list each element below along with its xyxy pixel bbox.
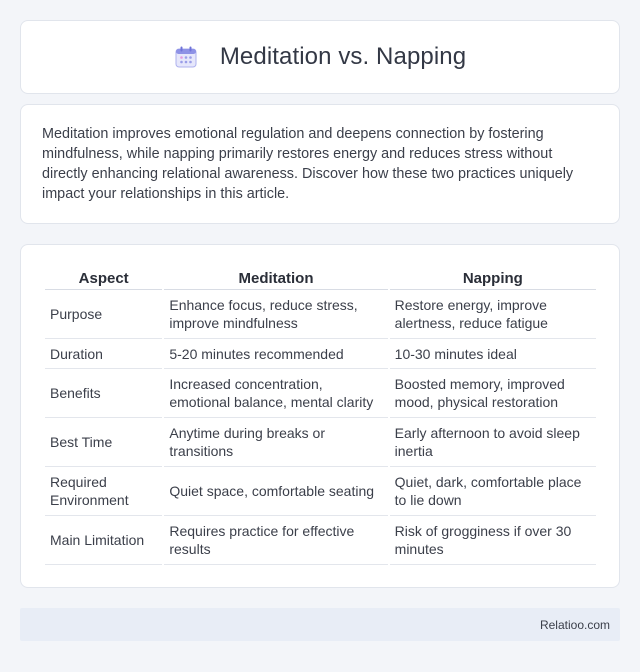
title-card <box>20 20 620 94</box>
row-aspect: Main Limitation <box>45 516 162 565</box>
table-row <box>45 290 596 339</box>
table-row <box>45 516 596 565</box>
footer <box>20 608 620 641</box>
page-title: Meditation vs. Napping <box>219 43 467 70</box>
footer-brand: Relatioo.com <box>539 618 610 632</box>
table-row <box>45 467 596 516</box>
row-aspect: Benefits <box>45 369 162 418</box>
intro-card <box>20 104 620 224</box>
table-row <box>45 369 596 418</box>
calendar-icon <box>174 45 198 69</box>
title-wrap <box>174 43 466 71</box>
row-aspect: Duration <box>45 339 162 369</box>
row-aspect: Best Time <box>45 418 162 467</box>
row-meditation: Increased concentration, emotional balance, mental clarity <box>164 369 387 418</box>
comparison-table <box>43 263 598 565</box>
row-napping: Risk of grogginess if over 30 minutes <box>390 516 596 565</box>
row-aspect: Required Environment <box>45 467 162 516</box>
row-napping: 10-30 minutes ideal <box>390 339 596 369</box>
row-meditation: Quiet space, comfortable seating <box>164 467 387 516</box>
row-meditation: Requires practice for effective results <box>164 516 387 565</box>
row-aspect: Purpose <box>45 290 162 339</box>
row-meditation: Enhance focus, reduce stress, improve mindfulness <box>164 290 387 339</box>
row-napping: Quiet, dark, comfortable place to lie down <box>390 467 596 516</box>
table-row <box>45 418 596 467</box>
row-meditation: 5-20 minutes recommended <box>164 339 387 369</box>
row-meditation: Anytime during breaks or transitions <box>164 418 387 467</box>
column-header-napping: Napping <box>390 263 596 290</box>
table-header-row <box>45 263 596 290</box>
row-napping: Boosted memory, improved mood, physical restoration <box>390 369 596 418</box>
column-header-aspect: Aspect <box>45 263 162 290</box>
column-header-meditation: Meditation <box>164 263 387 290</box>
table-row <box>45 339 596 369</box>
row-napping: Early afternoon to avoid sleep inertia <box>390 418 596 467</box>
intro-paragraph: Meditation improves emotional regulation and deepens connection by fostering mindfulness, while napping primarily restores energy and reduces stress without directly enhancing relational awareness. Discover how these two practices uniquely impact your relationships in this article. <box>42 126 574 202</box>
comparison-card <box>20 244 620 588</box>
row-napping: Restore energy, improve alertness, reduce fatigue <box>390 290 596 339</box>
